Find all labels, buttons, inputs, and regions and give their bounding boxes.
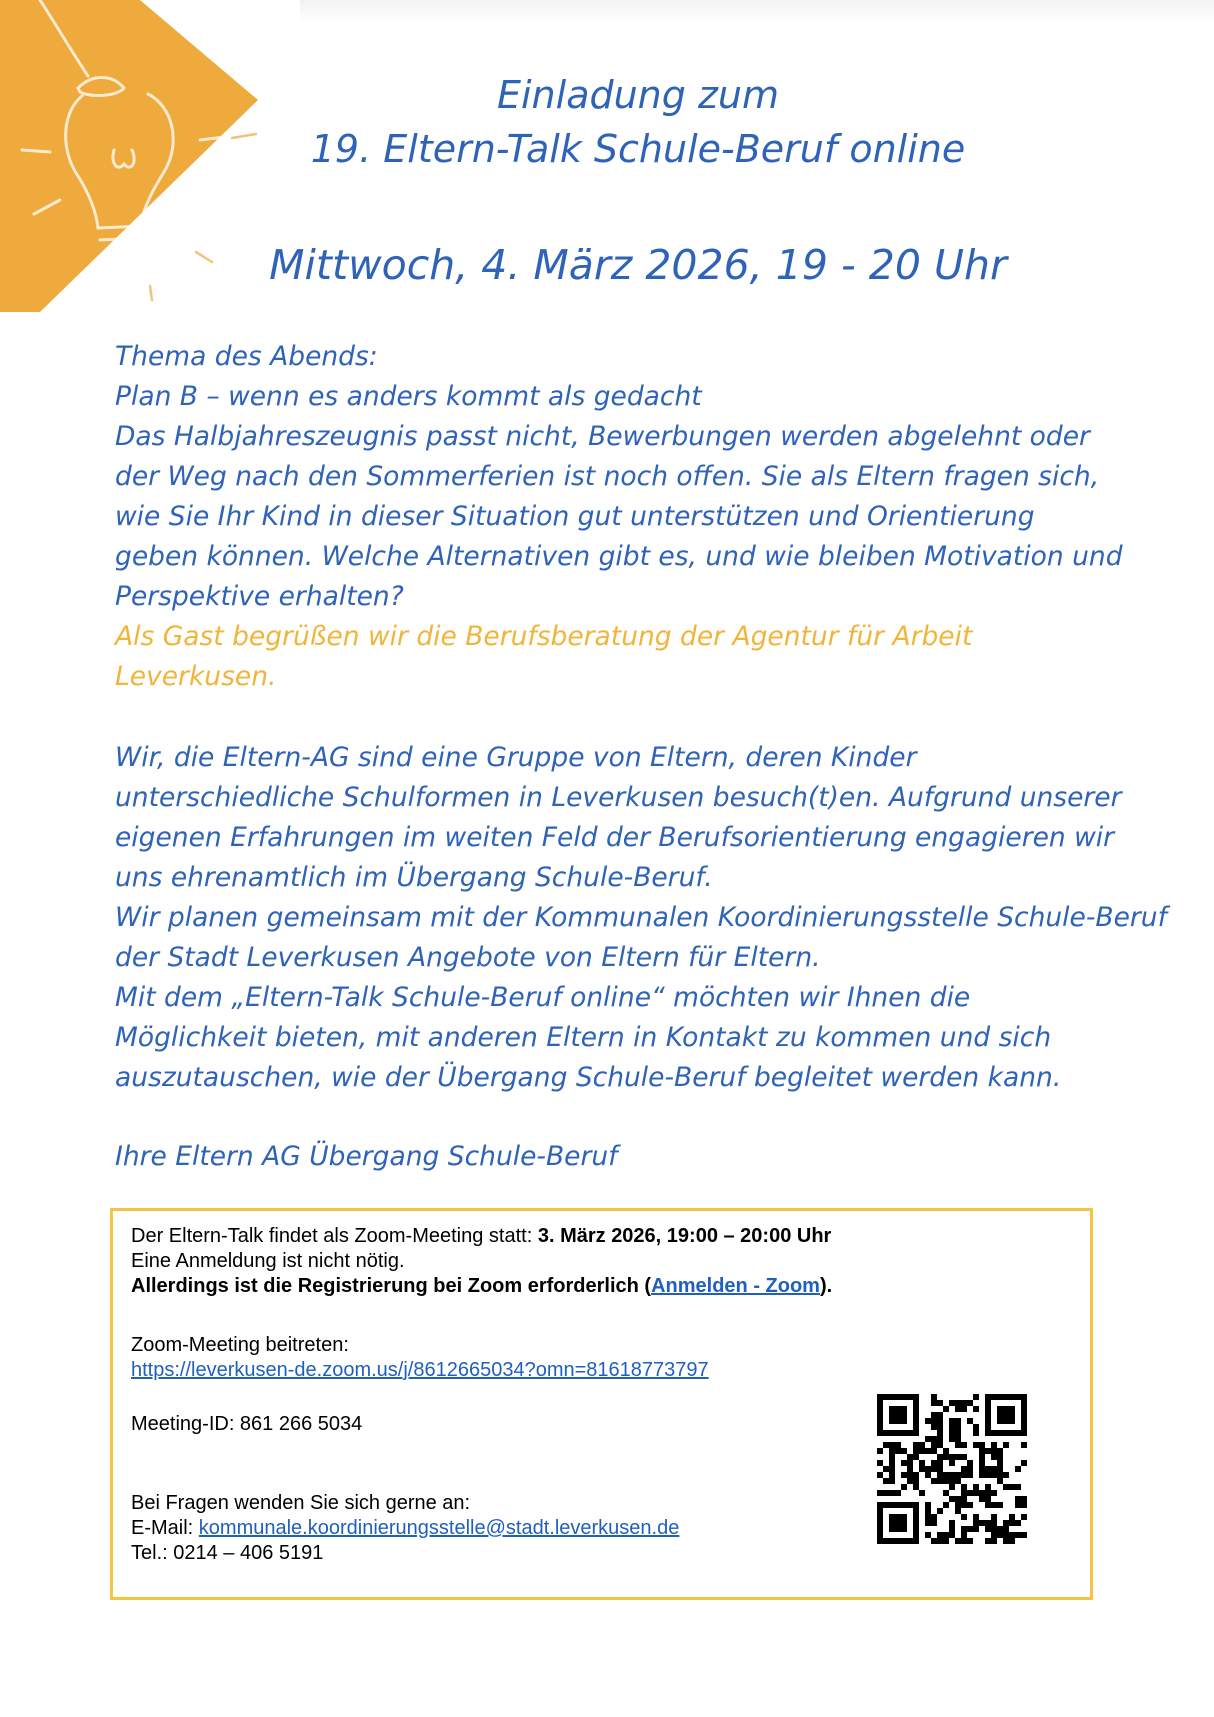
about-line: Wir, die Eltern-AG sind eine Gruppe von Eltern, deren Kinder [115,742,917,773]
title-line-1: Einladung zum [496,73,780,117]
about-line: unterschiedliche Schulformen in Leverkusen besuch(t)en. Aufgrund unserer [115,782,1122,813]
zoom-datetime: 3. März 2026, 19:00 – 20:00 Uhr [537,1225,832,1247]
about-line: uns ehrenamtlich im Übergang Schule-Beruf. [115,862,713,893]
join-url-line [131,1358,709,1383]
guest-line: Als Gast begrüßen wir die Berufsberatung der Agentur für Arbeit [115,621,973,652]
topic-heading: Thema des Abends: [115,341,378,372]
qr-code-icon[interactable] [877,1394,1027,1544]
about-line: eigenen Erfahrungen im weiten Feld der Berufsorientierung engagieren wir [115,822,1115,853]
questions-note: Bei Fragen wenden Sie sich gerne an: [131,1492,471,1514]
about-line: auszutauschen, wie der Übergang Schule-Beruf begleitet werden kann. [115,1062,1062,1093]
email-link[interactable]: kommunale.koordinierungsstelle@stadt.leverkusen.de [198,1517,680,1539]
guest-line: Leverkusen. [115,661,277,692]
about-line: Möglichkeit bieten, mit anderen Eltern in Kontakt zu kommen und sich [115,1022,1052,1053]
about-line: der Stadt Leverkusen Angebote von Eltern für Eltern. [115,942,821,973]
signature: Ihre Eltern AG Übergang Schule-Beruf [115,1141,618,1172]
topic-section [115,337,1190,697]
registration-suffix: ). [819,1275,833,1297]
zoom-register-link[interactable]: Anmelden - Zoom [651,1275,820,1297]
phone-line: Tel.: 0214 – 406 5191 [131,1542,324,1564]
topic-line: wie Sie Ihr Kind in dieser Situation gut unterstützen und Orientierung [115,501,1035,532]
event-date: Mittwoch, 4. März 2026, 19 - 20 Uhr [269,241,1007,289]
about-line: Wir planen gemeinsam mit der Kommunalen Koordinierungsstelle Schule-Beruf [115,902,1167,933]
topic-line: der Weg nach den Sommerferien ist noch offen. Sie als Eltern fragen sich, [115,461,1100,492]
topic-line: geben können. Welche Alternativen gibt es, und wie bleiben Motivation und [115,541,1123,572]
no-signup-note: Eine Anmeldung ist nicht nötig. [131,1250,405,1272]
registration-note [131,1274,832,1299]
email-line [131,1516,679,1541]
topic-subtitle: Plan B – wenn es anders kommt als gedacht [115,381,702,412]
top-shadow [300,0,1214,22]
registration-prefix: Allerdings ist die Registrierung bei Zoom erforderlich ( [131,1275,652,1297]
zoom-info-prefix: Der Eltern-Talk findet als Zoom-Meeting statt: [131,1225,538,1247]
topic-line: Perspektive erhalten? [115,581,404,612]
join-label: Zoom-Meeting beitreten: [131,1334,349,1356]
about-line: Mit dem „Eltern-Talk Schule-Beruf online“ möchten wir Ihnen die [115,982,971,1013]
title-line-2: 19. Eltern-Talk Schule-Beruf online [310,127,966,171]
email-label: E-Mail: [131,1517,199,1539]
meeting-id: Meeting-ID: 861 266 5034 [131,1413,363,1435]
about-section [115,738,1190,1098]
info-box [110,1208,1093,1600]
zoom-join-link[interactable]: https://leverkusen-de.zoom.us/j/8612665034?omn=81618773797 [131,1359,709,1381]
zoom-info-line [131,1224,831,1249]
topic-line: Das Halbjahreszeugnis passt nicht, Bewerbungen werden abgelehnt oder [115,421,1090,452]
